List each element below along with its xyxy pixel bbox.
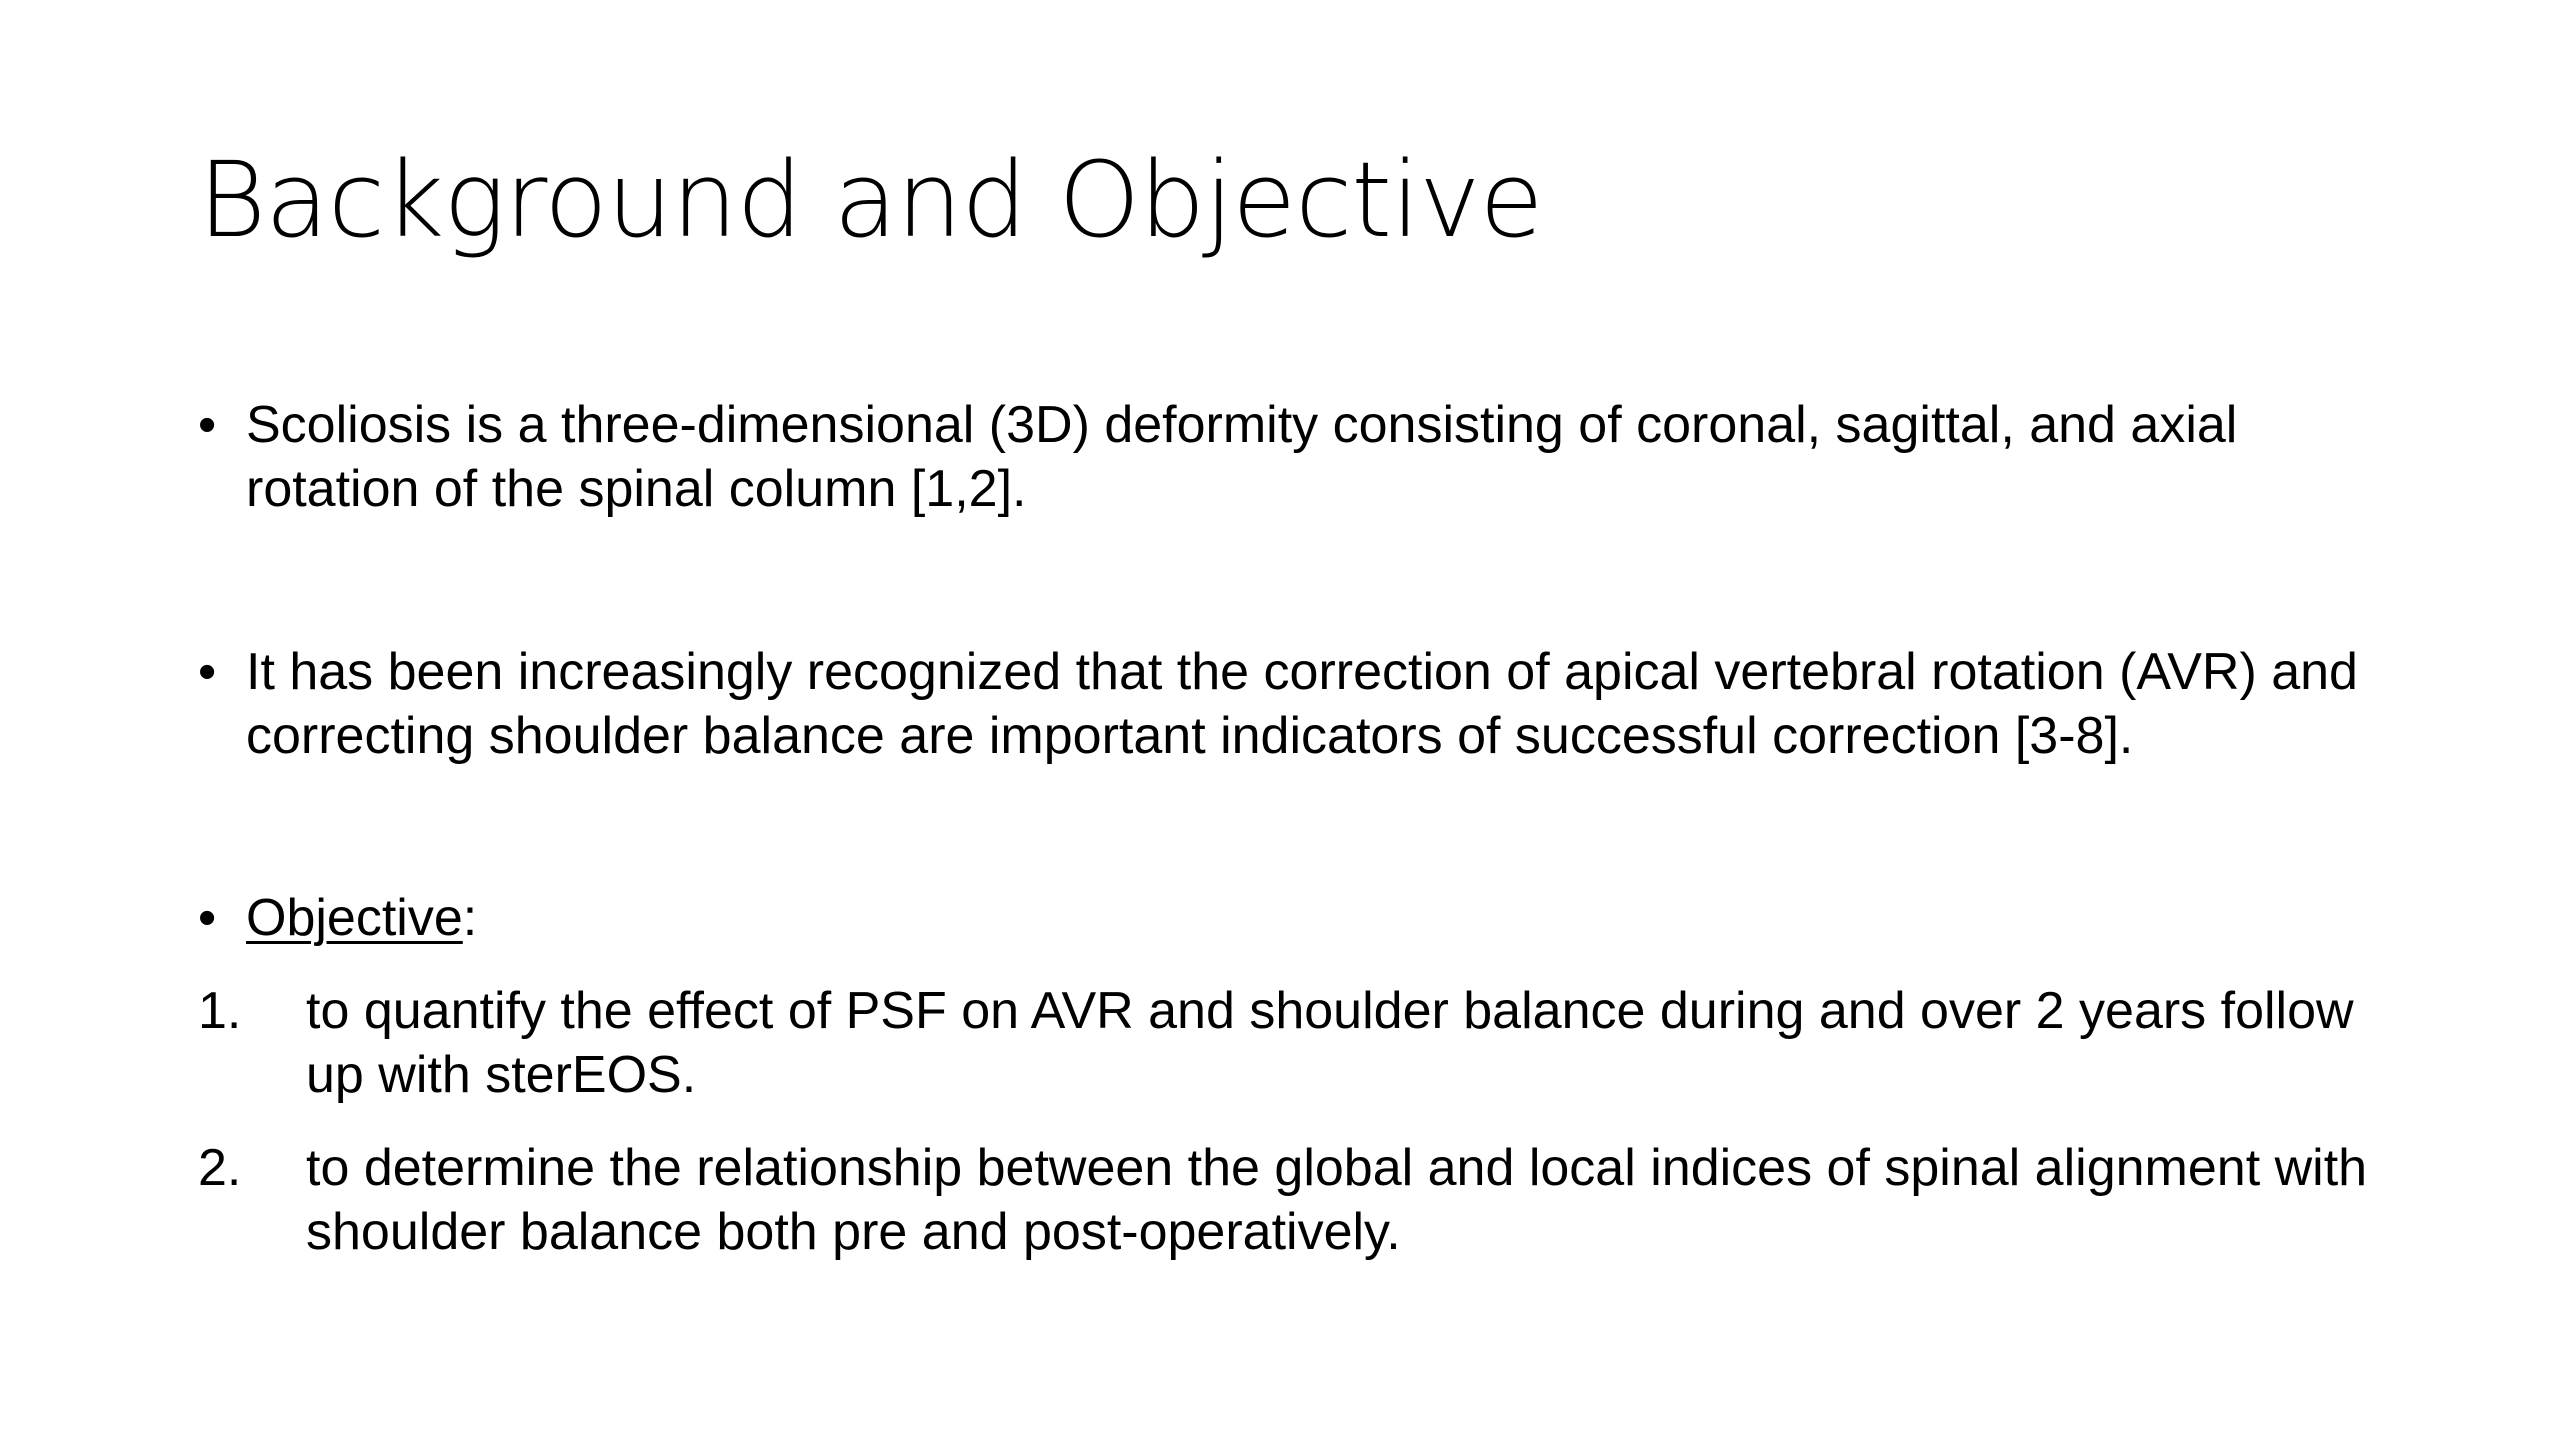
- objective-suffix: :: [462, 889, 478, 947]
- bullet-item-avr: [198, 640, 2398, 768]
- bullet-text: Scoliosis is a three-dimensional (3D) deformity consisting of coronal, sagittal, and axial rotation of the spinal column [1,2].: [246, 396, 2238, 518]
- bullet-text: It has been increasingly recognized that the correction of apical vertebral rotation (AVR) and correcting shoulder balance are important indicators of successful correction [3-8].: [246, 643, 2358, 765]
- bullet-marker: •: [198, 889, 217, 947]
- objective-label: Objective: [246, 889, 463, 947]
- objective-heading: [246, 886, 2398, 950]
- numbered-item-1: [198, 979, 2398, 1107]
- bullet-item-objective: [198, 886, 2398, 950]
- bullet-marker: •: [198, 643, 217, 701]
- item-number: 1.: [198, 982, 242, 1040]
- slide-title: Background and Objective: [198, 139, 1543, 261]
- numbered-item-2: [198, 1136, 2398, 1264]
- item-number: 2.: [198, 1139, 242, 1197]
- bullet-item-scoliosis: [198, 393, 2398, 521]
- item-text: to quantify the effect of PSF on AVR and shoulder balance during and over 2 years follow up with sterEOS.: [306, 982, 2354, 1104]
- item-text: to determine the relationship between the global and local indices of spinal alignment with shoulder balance both pre and post-operatively.: [306, 1139, 2368, 1261]
- bullet-marker: •: [198, 396, 217, 454]
